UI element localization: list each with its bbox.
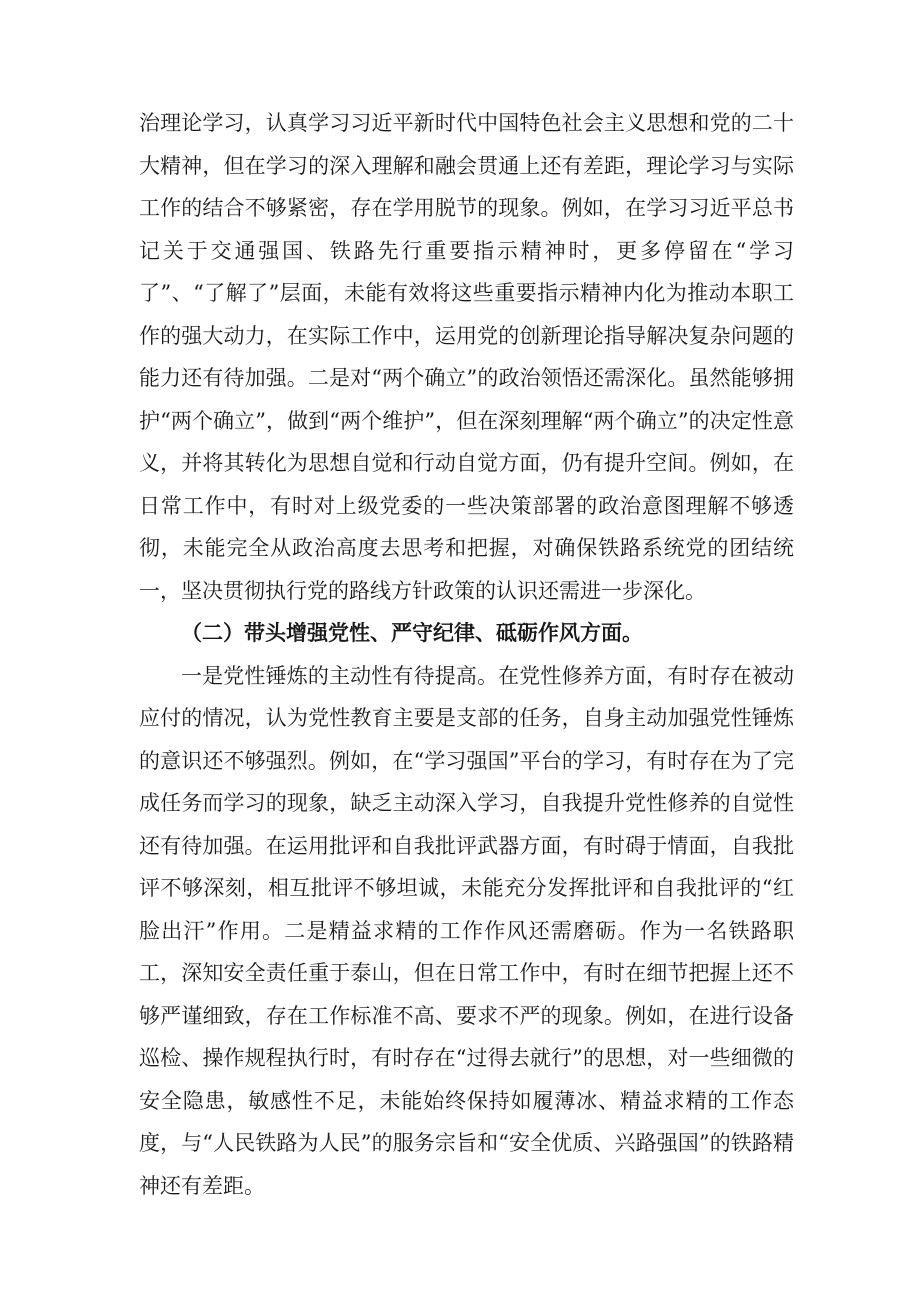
document-body [139,102,794,1207]
continued-paragraph: 治理论学习，认真学习习近平新时代中国特色社会主义思想和党的二十大精神，但在学习的深入理解和融会贯通上还有差距，理论学习与实际工作的结合不够紧密，存在学用脱节的现象。例如，在学习习近平总书记关于交通强国、铁路先行重要指示精神时，更多停留在“学习了”、“了解了”层面，未能有效将这些重要指示精神内化为推动本职工作的强大动力，在实际工作中，运用党的创新理论指导解决复杂问题的能力还有待加强。二是对“两个确立”的政治领悟还需深化。虽然能够拥护“两个确立”，做到“两个维护”，但在深刻理解“两个确立”的决定性意义，并将其转化为思想自觉和行动自觉方面，仍有提升空间。例如，在日常工作中，有时对上级党委的一些决策部署的政治意图理解不够透彻，未能完全从政治高度去思考和把握，对确保铁路系统党的团结统一，坚决贯彻执行党的路线方针政策的认识还需进一步深化。 [139,111,794,603]
section-heading: （二）带头增强党性、严守纪律、砥砺作风方面。 [181,620,643,645]
section-paragraph: 一是党性锤炼的主动性有待提高。在党性修养方面，有时存在被动应付的情况，认为党性教育主要是支部的任务，自身主动加强党性锤炼的意识还不够强烈。例如，在“学习强国”平台的学习，有时存在为了完成任务而学习的现象，缺乏主动深入学习，自我提升党性修养的自觉性还有待加强。在运用批评和自我批评武器方面，有时碍于情面，自我批评不够深刻，相互批评不够坦诚，未能充分发挥批评和自我批评的“红脸出汗”作用。二是精益求精的工作作风还需磨砺。作为一名铁路职工，深知安全责任重于泰山，但在日常工作中，有时在细节把握上还不够严谨细致，存在工作标准不高、要求不严的现象。例如，在进行设备巡检、操作规程执行时，有时存在“过得去就行”的思想，对一些细微的安全隐患，敏感性不足，未能始终保持如履薄冰、精益求精的工作态度，与“人民铁路为人民”的服务宗旨和“安全优质、兴路强国”的铁路精神还有差距。 [139,663,794,1198]
